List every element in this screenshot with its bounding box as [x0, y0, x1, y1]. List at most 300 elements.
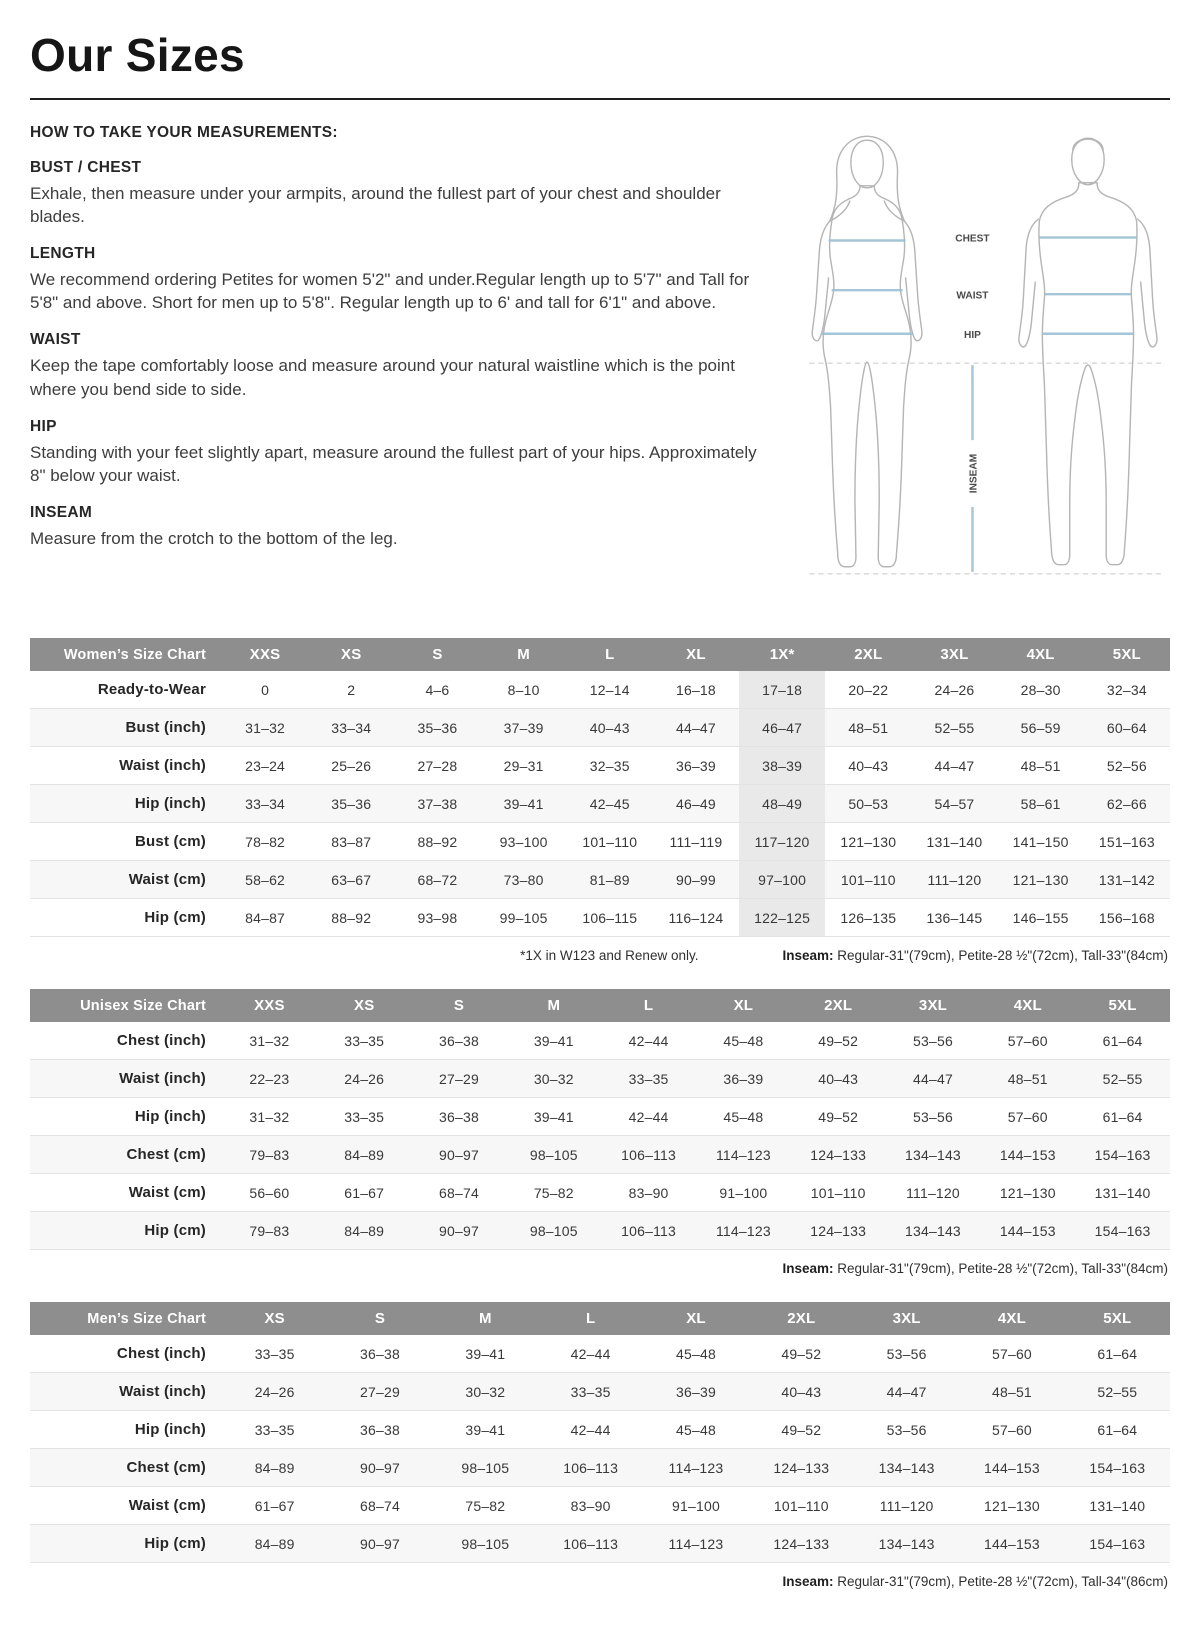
row-label: Hip (inch): [134, 795, 206, 813]
size-cell: 42–44: [628, 1032, 669, 1049]
size-cell: 111–120: [927, 871, 982, 888]
size-cell: 114–123: [668, 1535, 724, 1552]
size-cell: 101–110: [773, 1497, 829, 1514]
instruction-inseam: [30, 504, 760, 550]
size-cell: 4–6: [425, 681, 450, 698]
size-cell: 141–150: [1012, 833, 1069, 850]
instruction-body: Keep the tape comfortably loose and measure around your natural waistline which is the point where you bend side to side.: [30, 356, 735, 399]
size-column-header: 4XL: [998, 638, 1084, 671]
size-cell: 68–72: [417, 871, 458, 888]
size-cell: 131–140: [926, 833, 983, 850]
size-cell: 98–105: [461, 1459, 510, 1476]
size-cell: 134–143: [905, 1146, 961, 1163]
size-cell: 146–155: [1012, 909, 1069, 926]
size-cell: 122–125: [739, 899, 825, 937]
size-cell: 90–97: [439, 1222, 479, 1239]
womens-chart-notes: [32, 948, 1168, 963]
size-cell: 61–64: [1097, 1345, 1138, 1362]
size-cell: 36–39: [676, 1383, 716, 1400]
size-column-header: M: [433, 1302, 538, 1335]
size-cell: 39–41: [465, 1345, 506, 1362]
size-column-header: 3XL: [854, 1302, 959, 1335]
size-cell: 42–44: [570, 1345, 611, 1362]
instruction-title: BUST / CHEST: [30, 159, 142, 176]
inseam-note-text: Regular-31"(79cm), Petite-28 ½"(72cm), Tall-34"(86cm): [833, 1574, 1168, 1590]
size-cell: 151–163: [1098, 833, 1155, 850]
size-cell: 46–47: [739, 709, 825, 747]
instruction-title: HIP: [30, 417, 57, 435]
size-cell: 131–140: [1094, 1184, 1151, 1201]
size-cell: 17–18: [739, 671, 825, 709]
size-column-header: M: [481, 638, 567, 671]
size-cell: 121–130: [840, 833, 897, 850]
size-cell: 121–130: [1012, 871, 1069, 888]
size-row: [30, 1022, 1170, 1060]
size-cell: 48–51: [991, 1383, 1032, 1400]
size-cell: 42–44: [570, 1421, 611, 1438]
size-cell: 37–39: [503, 719, 544, 736]
size-column-header: 3XL: [886, 989, 981, 1022]
size-cell: 24–26: [934, 681, 975, 698]
inseam-label: INSEAM: [968, 453, 980, 494]
instruction-bust-chest: [30, 159, 760, 228]
size-cell: 31–32: [249, 1108, 290, 1125]
row-label: Bust (inch): [125, 719, 206, 737]
size-cell: 154–163: [1089, 1535, 1146, 1552]
size-cell: 42–44: [628, 1108, 669, 1125]
row-label: Hip (cm): [144, 1222, 206, 1240]
size-cell: 83–90: [628, 1184, 669, 1201]
instruction-body: Exhale, then measure under your armpits, around the fullest part of your chest and shoulder blades.: [30, 184, 721, 227]
size-cell: 45–48: [676, 1421, 716, 1438]
size-cell: 144–153: [984, 1459, 1040, 1476]
row-label: Bust (cm): [135, 833, 206, 851]
instruction-body: We recommend ordering Petites for women 5'2" and under.Regular length up to 5'7" and Tall for 5'8" and above. Short for men up to 5'8". Regular length up to 6' and tall for 6'1" and above.: [30, 270, 750, 313]
size-row: [30, 1098, 1170, 1136]
size-column-header: XL: [643, 1302, 748, 1335]
size-cell: 48–51: [1020, 757, 1061, 774]
size-cell: 114–123: [715, 1146, 771, 1163]
size-cell: 44–47: [913, 1070, 953, 1087]
size-cell: 22–23: [249, 1070, 290, 1087]
size-cell: 36–38: [439, 1108, 479, 1125]
size-cell: 144–153: [999, 1146, 1056, 1163]
size-cell: 131–140: [1089, 1497, 1146, 1514]
row-label: Hip (inch): [134, 1421, 206, 1439]
mens-chart-notes: [32, 1574, 1168, 1589]
unisex-size-chart: [30, 989, 1170, 1250]
size-cell: 20–22: [848, 681, 889, 698]
size-charts-section: [30, 638, 1170, 1589]
size-cell: 54–57: [934, 795, 975, 812]
size-cell: 57–60: [991, 1421, 1032, 1438]
instruction-body: Measure from the crotch to the bottom of the leg.: [30, 528, 398, 548]
size-cell: 79–83: [249, 1146, 290, 1163]
size-cell: 39–41: [503, 795, 544, 812]
instructions-text-column: [30, 122, 760, 550]
size-cell: 99–105: [499, 909, 548, 926]
size-cell: 2: [347, 681, 356, 698]
size-cell: 33–35: [570, 1383, 611, 1400]
size-cell: 98–105: [529, 1222, 578, 1239]
size-cell: 36–39: [723, 1070, 764, 1087]
table-title: Unisex Size Chart: [30, 989, 222, 1022]
size-cell: 154–163: [1089, 1459, 1146, 1476]
size-row: [30, 823, 1170, 861]
size-cell: 39–41: [533, 1032, 574, 1049]
row-label: Waist (inch): [119, 757, 206, 775]
size-cell: 57–60: [1007, 1032, 1048, 1049]
dashed-guides: [809, 363, 1161, 574]
size-cell: 24–26: [344, 1070, 385, 1087]
table-title: Women’s Size Chart: [30, 638, 222, 671]
size-cell: 33–35: [254, 1421, 295, 1438]
size-cell: 106–113: [621, 1222, 677, 1239]
size-cell: 144–153: [984, 1535, 1040, 1552]
size-cell: 27–28: [417, 757, 458, 774]
womens-chart-block: [30, 638, 1170, 963]
size-cell: 154–163: [1094, 1146, 1151, 1163]
size-cell: 93–98: [417, 909, 458, 926]
size-row: [30, 1525, 1170, 1563]
size-cell: 98–105: [461, 1535, 510, 1552]
size-cell: 27–29: [360, 1383, 400, 1400]
size-cell: 124–133: [773, 1459, 830, 1476]
size-cell: 45–48: [723, 1032, 764, 1049]
size-cell: 106–113: [621, 1146, 677, 1163]
size-cell: 45–48: [723, 1108, 764, 1125]
size-cell: 68–74: [360, 1497, 400, 1514]
size-row: [30, 1373, 1170, 1411]
size-column-header: XS: [222, 1302, 327, 1335]
size-cell: 44–47: [886, 1383, 927, 1400]
size-cell: 33–35: [344, 1032, 385, 1049]
size-cell: 75–82: [533, 1184, 574, 1201]
measurement-instructions-section: [30, 122, 1170, 610]
size-cell: 90–97: [439, 1146, 479, 1163]
page-title: Our Sizes: [30, 29, 245, 81]
size-cell: 40–43: [848, 757, 889, 774]
size-cell: 29–31: [503, 757, 544, 774]
size-column-header: 4XL: [980, 989, 1075, 1022]
chest-label: CHEST: [955, 233, 990, 245]
size-cell: 49–52: [818, 1108, 859, 1125]
unisex-chart-notes: [32, 1261, 1168, 1276]
size-cell: 53–56: [913, 1032, 953, 1049]
row-label: Hip (cm): [144, 1535, 206, 1553]
size-cell: 101–110: [810, 1184, 866, 1201]
size-column-header: 2XL: [749, 1302, 854, 1335]
size-cell: 31–32: [249, 1032, 290, 1049]
size-cell: 30–32: [533, 1070, 574, 1087]
size-cell: 44–47: [934, 757, 975, 774]
size-cell: 84–89: [254, 1535, 295, 1552]
size-cell: 56–59: [1020, 719, 1061, 736]
row-label: Chest (inch): [116, 1032, 206, 1050]
size-cell: 30–32: [465, 1383, 506, 1400]
size-cell: 52–55: [1102, 1070, 1143, 1087]
size-cell: 53–56: [913, 1108, 953, 1125]
size-cell: 50–53: [848, 795, 889, 812]
size-cell: 106–113: [563, 1459, 619, 1476]
size-cell: 126–135: [840, 909, 897, 926]
size-cell: 37–38: [417, 795, 458, 812]
size-cell: 48–51: [1007, 1070, 1048, 1087]
size-column-header: XS: [308, 638, 394, 671]
instruction-title: WAIST: [30, 331, 81, 349]
inseam-note: [782, 948, 1168, 963]
inseam-note-text: Regular-31"(79cm), Petite-28 ½"(72cm), Tall-33"(84cm): [833, 948, 1168, 964]
table-header-row: [30, 638, 1170, 671]
inseam-note-label: Inseam:: [782, 1574, 834, 1590]
size-cell: 114–123: [715, 1222, 771, 1239]
size-cell: 45–48: [676, 1345, 716, 1362]
size-cell: 83–87: [331, 833, 372, 850]
title-divider: [30, 98, 1170, 100]
size-row: [30, 1174, 1170, 1212]
size-cell: 32–35: [589, 757, 630, 774]
size-cell: 84–89: [344, 1146, 385, 1163]
size-cell: 48–51: [848, 719, 889, 736]
size-cell: 111–120: [879, 1497, 934, 1514]
how-to-heading: HOW TO TAKE YOUR MEASUREMENTS:: [30, 124, 338, 141]
size-cell: 106–115: [582, 909, 638, 926]
size-cell: 84–89: [344, 1222, 385, 1239]
size-row: [30, 785, 1170, 823]
size-column-header: L: [601, 989, 696, 1022]
size-cell: 46–49: [675, 795, 716, 812]
size-cell: 57–60: [1007, 1108, 1048, 1125]
size-column-header: 5XL: [1084, 638, 1170, 671]
size-cell: 121–130: [999, 1184, 1056, 1201]
row-label: Hip (inch): [134, 1108, 206, 1126]
size-cell: 36–38: [360, 1421, 400, 1438]
size-cell: 90–99: [675, 871, 716, 888]
size-column-header: L: [567, 638, 653, 671]
mens-size-chart: [30, 1302, 1170, 1563]
size-cell: 60–64: [1106, 719, 1147, 736]
inseam-note-label: Inseam:: [782, 948, 834, 964]
mens-chart-block: [30, 1302, 1170, 1589]
inseam-note-text: Regular-31"(79cm), Petite-28 ½"(72cm), Tall-33"(84cm): [833, 1261, 1168, 1277]
size-cell: 48–49: [739, 785, 825, 823]
size-cell: 124–133: [810, 1146, 867, 1163]
instruction-body: Standing with your feet slightly apart, measure around the fullest part of your hips. Approximately 8" below your waist.: [30, 442, 757, 485]
size-cell: 42–45: [589, 795, 630, 812]
body-measurement-illustration: [784, 124, 1169, 610]
size-row: [30, 1060, 1170, 1098]
size-cell: 38–39: [739, 747, 825, 785]
size-cell: 58–61: [1020, 795, 1061, 812]
size-cell: 90–97: [360, 1535, 400, 1552]
size-column-header: 3XL: [911, 638, 997, 671]
row-label: Waist (cm): [128, 871, 206, 889]
size-cell: 16–18: [675, 681, 716, 698]
size-cell: 33–35: [254, 1345, 295, 1362]
size-column-header: 2XL: [825, 638, 911, 671]
size-cell: 88–92: [417, 833, 458, 850]
size-cell: 90–97: [360, 1459, 400, 1476]
size-cell: 33–35: [628, 1070, 669, 1087]
instruction-hip: [30, 418, 760, 487]
size-cell: 23–24: [245, 757, 286, 774]
size-cell: 61–64: [1102, 1108, 1143, 1125]
size-cell: 131–142: [1098, 871, 1155, 888]
size-cell: 32–34: [1106, 681, 1147, 698]
size-cell: 61–64: [1097, 1421, 1138, 1438]
size-cell: 124–133: [773, 1535, 830, 1552]
table-body: [30, 1335, 1170, 1563]
size-row: [30, 861, 1170, 899]
size-cell: 91–100: [719, 1184, 768, 1201]
size-row: [30, 1449, 1170, 1487]
row-label: Waist (inch): [119, 1070, 206, 1088]
row-label: Chest (cm): [126, 1146, 206, 1164]
size-cell: 53–56: [886, 1421, 927, 1438]
hip-label: HIP: [964, 329, 981, 341]
size-cell: 35–36: [331, 795, 372, 812]
size-cell: 97–100: [739, 861, 825, 899]
size-row: [30, 1487, 1170, 1525]
size-column-header: 5XL: [1075, 989, 1170, 1022]
size-row: [30, 1335, 1170, 1373]
size-cell: 84–87: [245, 909, 286, 926]
size-row: [30, 1212, 1170, 1250]
inseam-note: [782, 1261, 1168, 1276]
size-cell: 79–83: [249, 1222, 290, 1239]
measurement-diagram: [784, 122, 1169, 610]
size-cell: 25–26: [331, 757, 372, 774]
size-cell: 144–153: [999, 1222, 1056, 1239]
size-cell: 33–34: [331, 719, 372, 736]
row-label: Waist (cm): [128, 1497, 206, 1515]
size-cell: 117–120: [739, 823, 825, 861]
size-cell: 12–14: [589, 681, 630, 698]
size-column-header: 5XL: [1065, 1302, 1170, 1335]
size-cell: 40–43: [818, 1070, 859, 1087]
size-cell: 58–62: [245, 871, 286, 888]
size-column-header: S: [412, 989, 507, 1022]
size-row: [30, 709, 1170, 747]
size-cell: 84–89: [254, 1459, 295, 1476]
size-cell: 83–90: [570, 1497, 611, 1514]
size-cell: 40–43: [781, 1383, 822, 1400]
size-cell: 156–168: [1098, 909, 1155, 926]
size-cell: 111–120: [906, 1184, 960, 1201]
size-cell: 154–163: [1094, 1222, 1151, 1239]
size-column-header: M: [506, 989, 601, 1022]
size-cell: 0: [261, 681, 270, 698]
size-cell: 101–110: [582, 833, 638, 850]
size-cell: 40–43: [589, 719, 630, 736]
size-column-header: XL: [696, 989, 791, 1022]
size-column-header: S: [327, 1302, 432, 1335]
size-column-header: 2XL: [791, 989, 886, 1022]
size-row: [30, 1411, 1170, 1449]
size-cell: 134–143: [878, 1459, 935, 1476]
row-label: Ready-to-Wear: [97, 681, 206, 699]
size-column-header: XL: [653, 638, 739, 671]
size-cell: 33–35: [344, 1108, 385, 1125]
one-x-footnote: *1X in W123 and Renew only.: [520, 948, 699, 964]
unisex-chart-block: [30, 989, 1170, 1276]
size-cell: 36–38: [439, 1032, 479, 1049]
man-figure: [1019, 138, 1157, 565]
size-cell: 61–64: [1102, 1032, 1143, 1049]
size-cell: 93–100: [499, 833, 548, 850]
size-cell: 27–29: [439, 1070, 479, 1087]
size-cell: 52–56: [1106, 757, 1147, 774]
size-cell: 101–110: [840, 871, 896, 888]
size-cell: 136–145: [926, 909, 983, 926]
size-cell: 35–36: [417, 719, 458, 736]
size-row: [30, 671, 1170, 709]
size-cell: 121–130: [984, 1497, 1040, 1514]
inseam-note-label: Inseam:: [782, 1261, 834, 1277]
size-cell: 63–67: [331, 871, 372, 888]
size-cell: 73–80: [503, 871, 544, 888]
instruction-title: INSEAM: [30, 503, 93, 521]
instruction-waist: [30, 331, 760, 400]
table-header-row: [30, 1302, 1170, 1335]
size-cell: 57–60: [991, 1345, 1032, 1362]
woman-figure: [812, 136, 922, 567]
size-cell: 111–119: [669, 833, 723, 850]
size-column-header: XXS: [222, 638, 308, 671]
size-cell: 75–82: [465, 1497, 506, 1514]
size-cell: 106–113: [563, 1535, 619, 1552]
size-cell: 61–67: [254, 1497, 295, 1514]
size-column-header: S: [394, 638, 480, 671]
size-cell: 98–105: [529, 1146, 578, 1163]
size-cell: 24–26: [254, 1383, 295, 1400]
size-cell: 31–32: [245, 719, 286, 736]
size-row: [30, 1136, 1170, 1174]
size-cell: 52–55: [934, 719, 975, 736]
row-label: Waist (cm): [128, 1184, 206, 1202]
instruction-title: LENGTH: [30, 245, 96, 263]
inseam-note: [782, 1574, 1168, 1589]
size-cell: 61–67: [344, 1184, 385, 1201]
table-body: [30, 671, 1170, 937]
size-cell: 49–52: [781, 1421, 822, 1438]
size-column-header: 4XL: [959, 1302, 1064, 1335]
size-cell: 53–56: [886, 1345, 927, 1362]
size-cell: 81–89: [589, 871, 630, 888]
size-cell: 33–34: [245, 795, 286, 812]
waist-label: WAIST: [956, 290, 989, 302]
row-label: Chest (inch): [116, 1345, 206, 1363]
size-column-header: 1X*: [739, 638, 825, 671]
size-cell: 49–52: [781, 1345, 822, 1362]
size-cell: 8–10: [507, 681, 540, 698]
instruction-length: [30, 245, 760, 314]
size-row: [30, 899, 1170, 937]
size-cell: 124–133: [810, 1222, 867, 1239]
size-cell: 88–92: [331, 909, 372, 926]
size-cell: 52–55: [1097, 1383, 1138, 1400]
size-cell: 49–52: [818, 1032, 859, 1049]
size-cell: 44–47: [675, 719, 716, 736]
size-cell: 78–82: [245, 833, 286, 850]
size-cell: 39–41: [465, 1421, 506, 1438]
size-cell: 134–143: [878, 1535, 935, 1552]
size-cell: 91–100: [672, 1497, 720, 1514]
row-label: Chest (cm): [126, 1459, 206, 1477]
size-column-header: L: [538, 1302, 643, 1335]
size-cell: 68–74: [439, 1184, 479, 1201]
size-cell: 39–41: [533, 1108, 574, 1125]
